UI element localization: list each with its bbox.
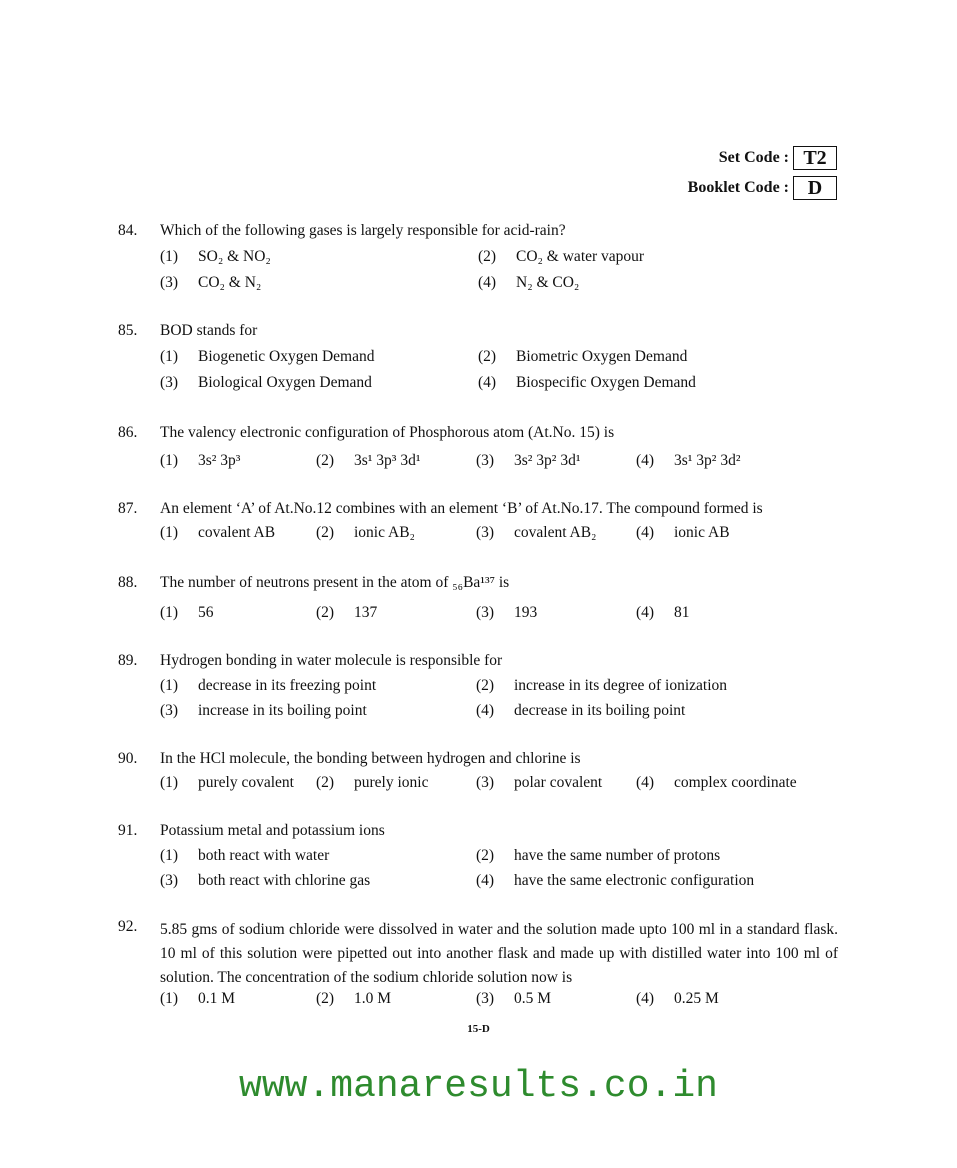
option-1: (1) Biogenetic Oxygen Demand: [160, 348, 375, 365]
option-4: (4) Biospecific Oxygen Demand: [478, 374, 696, 391]
option-1: (1) decrease in its freezing point: [160, 677, 377, 694]
option-2: (2) purely ionic: [316, 774, 429, 791]
option-2: (2) increase in its degree of ionization: [476, 677, 728, 694]
question-number: 90.: [118, 750, 138, 767]
watermark: www.manaresults.co.in: [239, 1065, 718, 1108]
option-4: (4) 3s¹ 3p² 3d²: [636, 452, 741, 469]
option-3: (3) covalent AB₂: [476, 524, 597, 541]
option-3: (3) increase in its boiling point: [160, 702, 367, 719]
question-number: 87.: [118, 500, 138, 517]
question-text: The valency electronic configuration of Phosphorous atom (At.No. 15) is: [160, 424, 615, 441]
option-3: (3) both react with chlorine gas: [160, 872, 371, 889]
option-1: (1) 3s² 3p³: [160, 452, 241, 469]
option-4: (4) ionic AB: [636, 524, 730, 541]
question-text: BOD stands for: [160, 322, 258, 339]
option-2: (2) 137: [316, 604, 378, 621]
question-number: 91.: [118, 822, 138, 839]
question-number: 89.: [118, 652, 138, 669]
option-1: (1) 0.1 M: [160, 990, 236, 1007]
option-2: (2) CO₂ & water vapour: [478, 248, 645, 265]
option-2: (2) 3s¹ 3p³ 3d¹: [316, 452, 421, 469]
option-2: (2) 1.0 M: [316, 990, 392, 1007]
option-1: (1) both react with water: [160, 847, 330, 864]
option-4: (4) N₂ & CO₂: [478, 274, 580, 291]
option-4: (4) have the same electronic configuration: [476, 872, 755, 889]
question-text: Potassium metal and potassium ions: [160, 822, 385, 839]
option-1: (1) covalent AB: [160, 524, 276, 541]
option-3: (3) 3s² 3p² 3d¹: [476, 452, 581, 469]
option-3: (3) CO₂ & N₂: [160, 274, 262, 291]
question-91: [118, 822, 838, 889]
option-3: (3) 193: [476, 604, 538, 621]
question-90: [118, 750, 838, 791]
question-text: Hydrogen bonding in water molecule is responsible for: [160, 652, 503, 669]
question-text: In the HCl molecule, the bonding between hydrogen and chlorine is: [160, 750, 581, 767]
question-87: [118, 500, 838, 541]
question-number: 85.: [118, 322, 138, 339]
booklet-code-value: D: [793, 176, 837, 200]
question-92: [118, 918, 838, 1007]
option-4: (4) complex coordinate: [636, 774, 797, 791]
question-text: The number of neutrons present in the atom of ₅₆Ba¹³⁷ is: [160, 574, 510, 591]
question-text: 5.85 gms of sodium chloride were dissolved in water and the solution made upto 100 ml in a standard flask. 10 ml of this solution were pipetted out into another flask and made up with distilled water into 100 ml of solution. The concentration of the sodium chloride solution now is: [160, 921, 838, 986]
option-1: (1) 56: [160, 604, 214, 621]
option-4: (4) decrease in its boiling point: [476, 702, 686, 719]
question-84: [118, 222, 838, 291]
option-2: (2) have the same number of protons: [476, 847, 721, 864]
question-86: [118, 424, 838, 469]
set-code-value: T2: [793, 146, 837, 170]
question-number: 86.: [118, 424, 138, 441]
option-3: (3) 0.5 M: [476, 990, 552, 1007]
set-code: [719, 146, 837, 170]
option-3: (3) Biological Oxygen Demand: [160, 374, 372, 391]
question-number: 88.: [118, 574, 138, 591]
page-code: 15-D: [467, 1023, 490, 1035]
booklet-code-label: Booklet Code :: [687, 179, 789, 196]
question-number: 84.: [118, 222, 138, 239]
option-1: (1) SO₂ & NO₂: [160, 248, 271, 265]
question-85: [118, 322, 838, 391]
option-3: (3) polar covalent: [476, 774, 603, 791]
question-89: [118, 652, 838, 719]
option-2: (2) Biometric Oxygen Demand: [478, 348, 688, 365]
option-2: (2) ionic AB₂: [316, 524, 415, 541]
booklet-code: [688, 176, 837, 200]
option-1: (1) purely covalent: [160, 774, 294, 791]
question-88: [118, 574, 838, 621]
question-number: 92.: [118, 918, 138, 935]
option-4: (4) 0.25 M: [636, 990, 719, 1007]
option-4: (4) 81: [636, 604, 690, 621]
question-text: An element ‘A’ of At.No.12 combines with an element ‘B’ of At.No.17. The compound formed is: [160, 500, 763, 517]
set-code-label: Set Code :: [718, 149, 789, 166]
question-text: Which of the following gases is largely responsible for acid-rain?: [160, 222, 566, 239]
